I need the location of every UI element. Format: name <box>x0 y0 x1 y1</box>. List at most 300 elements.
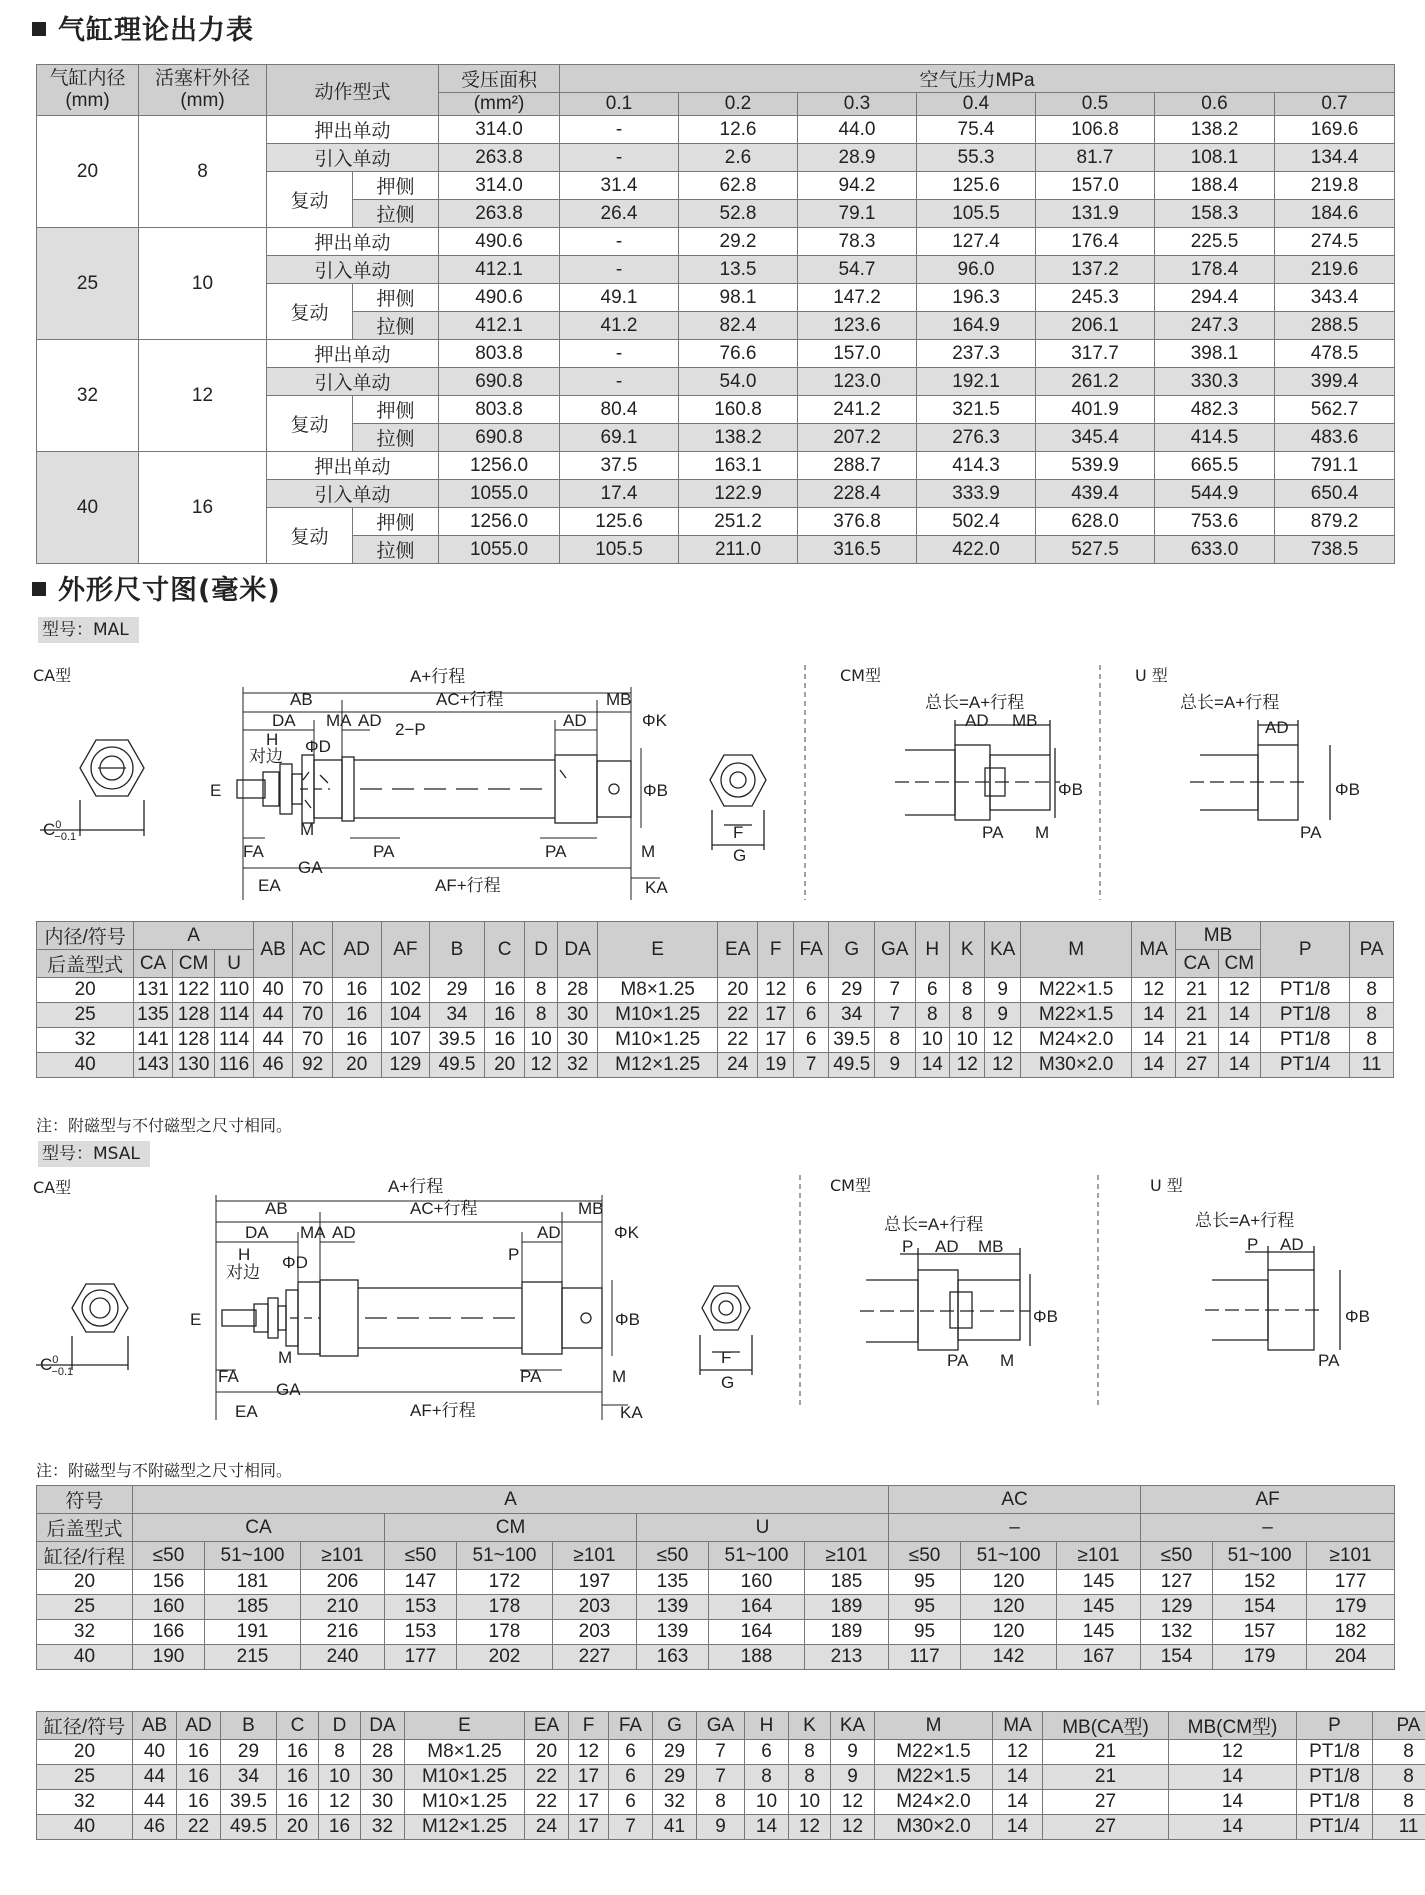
action-label: 押侧 <box>353 396 439 424</box>
mal-value: PT1/8 <box>1261 978 1350 1003</box>
force-value: 207.2 <box>798 424 917 452</box>
msal-value: 32 <box>653 1790 697 1815</box>
msal-cm-phib: ΦB <box>1033 1307 1058 1326</box>
force-value: 414.5 <box>1155 424 1275 452</box>
mal-value: 102 <box>381 978 430 1003</box>
mal-value: PT1/8 <box>1261 1003 1350 1028</box>
force-value: 94.2 <box>798 172 917 200</box>
mal-cm-m: M <box>1035 823 1050 842</box>
msal-value: 16 <box>177 1740 221 1765</box>
msal-value: 6 <box>745 1740 789 1765</box>
mal-data-row <box>37 978 1394 1003</box>
mal-value: 19 <box>758 1053 793 1078</box>
mal-value: M10×1.25 <box>598 1028 718 1053</box>
msal-u-pa: PA <box>1318 1351 1340 1370</box>
msal-dim-ka: KA <box>620 1403 643 1422</box>
header-bore: 气缸内径(mm) <box>37 65 139 116</box>
msal-value: 145 <box>1057 1570 1141 1595</box>
force-value: 562.7 <box>1275 396 1395 424</box>
msal-dim-ma: MA <box>300 1223 326 1242</box>
msal-value: 127 <box>1141 1570 1213 1595</box>
header-pressure-value: 0.2 <box>679 93 798 116</box>
header-range: 51~100 <box>205 1542 301 1570</box>
mal-u-view <box>1190 720 1330 820</box>
force-value: 251.2 <box>679 508 798 536</box>
mal-cm-mb: MB <box>1012 711 1038 730</box>
mal-dim-phid: ΦD <box>305 737 331 756</box>
header-f: F <box>758 922 793 978</box>
force-value: 206.1 <box>1036 312 1155 340</box>
msal-drawing <box>0 1170 1425 1425</box>
mal-value: 27 <box>1175 1053 1218 1078</box>
msal-value: 10 <box>789 1790 831 1815</box>
force-value: 157.0 <box>1036 172 1155 200</box>
msal-t1-data-row <box>37 1570 1395 1595</box>
msal-value: 227 <box>553 1645 637 1670</box>
mal-u-total: 总长=A+行程 <box>1180 693 1280 712</box>
mal-value: 6 <box>793 1028 828 1053</box>
msal-value: 28 <box>361 1740 405 1765</box>
msal-value: 164 <box>709 1595 805 1620</box>
msal-value: 202 <box>457 1645 553 1670</box>
msal-value: M30×2.0 <box>875 1815 993 1840</box>
header-d: D <box>525 922 557 978</box>
msal-value: 181 <box>205 1570 301 1595</box>
msal-value: 6 <box>609 1790 653 1815</box>
msal-stroke-table <box>36 1485 1395 1670</box>
mal-cm-label: CM型 <box>840 666 881 685</box>
header-mb-cm: CM <box>1218 950 1261 978</box>
msal-value: 6 <box>609 1740 653 1765</box>
force-value: 160.8 <box>679 396 798 424</box>
msal-cylinder-side-view <box>222 1280 602 1356</box>
header-pressure: 空气压力MPa <box>560 65 1395 93</box>
force-table <box>36 64 1395 564</box>
force-value: 188.4 <box>1155 172 1275 200</box>
force-value: 650.4 <box>1275 480 1395 508</box>
msal-value: 21 <box>1043 1765 1169 1790</box>
force-value: 96.0 <box>917 256 1036 284</box>
mal-value: 122 <box>172 978 215 1003</box>
msal-t1-data-row <box>37 1620 1395 1645</box>
msal-ca-label: CA型 <box>33 1178 72 1197</box>
mal-value: 143 <box>134 1053 173 1078</box>
header-m: M <box>1020 922 1131 978</box>
force-value: 690.8 <box>439 424 560 452</box>
msal-value: 7 <box>697 1740 745 1765</box>
mal-cm-view <box>895 720 1060 820</box>
mal-value: 8 <box>1350 1028 1394 1053</box>
header-col: B <box>221 1712 277 1740</box>
msal-value: PT1/8 <box>1297 1740 1373 1765</box>
force-value: 879.2 <box>1275 508 1395 536</box>
header-pressure-value: 0.1 <box>560 93 679 116</box>
header-range: ≤50 <box>385 1542 457 1570</box>
msal-value: 20 <box>37 1740 133 1765</box>
mal-dim-ad-right: AD <box>563 711 587 730</box>
mal-value: 6 <box>915 978 949 1003</box>
force-value: - <box>560 368 679 396</box>
mal-dim-2p: 2−P <box>395 720 426 739</box>
mal-value: 9 <box>985 978 1020 1003</box>
msal-value: 216 <box>301 1620 385 1645</box>
mal-cm-total: 总长=A+行程 <box>925 693 1025 712</box>
msal-value: 204 <box>1307 1645 1395 1670</box>
force-value: 439.4 <box>1036 480 1155 508</box>
msal-t2-data-row <box>37 1815 1425 1840</box>
mal-dim-ea: EA <box>258 876 281 895</box>
force-value: 196.3 <box>917 284 1036 312</box>
mal-dim-pa-right: PA <box>545 842 567 861</box>
mal-value: 10 <box>525 1028 557 1053</box>
force-value: 31.4 <box>560 172 679 200</box>
header-type: 后盖型式 <box>37 1514 133 1542</box>
header-range: ≤50 <box>889 1542 961 1570</box>
mal-value: M12×1.25 <box>598 1053 718 1078</box>
msal-value: 9 <box>831 1765 875 1790</box>
msal-dim-g: G <box>721 1373 735 1392</box>
header-col: K <box>789 1712 831 1740</box>
force-value: 108.1 <box>1155 144 1275 172</box>
mal-value: 44 <box>253 1003 293 1028</box>
mal-value: 16 <box>484 978 525 1003</box>
mal-value: 49.5 <box>829 1053 875 1078</box>
force-value: 665.5 <box>1155 452 1275 480</box>
force-value: 225.5 <box>1155 228 1275 256</box>
msal-value: 172 <box>457 1570 553 1595</box>
header-ka: KA <box>985 922 1020 978</box>
mal-dim-af-stroke: AF+行程 <box>435 876 501 895</box>
msal-value: 17 <box>569 1790 609 1815</box>
msal-t1-header-row <box>37 1514 1395 1542</box>
force-value: 527.5 <box>1036 536 1155 564</box>
header-symbol: 符号 <box>37 1486 133 1514</box>
msal-value: 120 <box>961 1595 1057 1620</box>
msal-cm-mb: MB <box>978 1237 1004 1256</box>
msal-dim-phib: ΦB <box>615 1310 640 1329</box>
header-g: G <box>829 922 875 978</box>
header-col: PA <box>1373 1712 1425 1740</box>
msal-value: 117 <box>889 1645 961 1670</box>
force-value: 211.0 <box>679 536 798 564</box>
mal-dim-ad: AD <box>358 711 382 730</box>
msal-value: 145 <box>1057 1595 1141 1620</box>
force-value: 228.4 <box>798 480 917 508</box>
header-col: C <box>277 1712 319 1740</box>
mal-value: 8 <box>875 1028 916 1053</box>
force-value: 261.2 <box>1036 368 1155 396</box>
header-action: 动作型式 <box>267 65 439 116</box>
force-value: 80.4 <box>560 396 679 424</box>
mal-value: 7 <box>875 978 916 1003</box>
msal-value: 12 <box>1169 1740 1297 1765</box>
force-value: 41.2 <box>560 312 679 340</box>
mal-value: 128 <box>172 1028 215 1053</box>
mal-data-row <box>37 1003 1394 1028</box>
mal-dim-m: M <box>300 820 315 839</box>
msal-dim-ab: AB <box>265 1199 288 1218</box>
header-range: ≥101 <box>805 1542 889 1570</box>
msal-value: 178 <box>457 1595 553 1620</box>
msal-u-total: 总长=A+行程 <box>1195 1211 1295 1230</box>
mal-value: 8 <box>949 1003 984 1028</box>
msal-value: 177 <box>385 1645 457 1670</box>
mal-value: 21 <box>1175 1003 1218 1028</box>
header-col: KA <box>831 1712 875 1740</box>
force-value: 105.5 <box>560 536 679 564</box>
mal-value: 29 <box>430 978 485 1003</box>
mal-dim-m-right: M <box>641 842 656 861</box>
mal-u-pa: PA <box>1300 823 1322 842</box>
force-value: 482.3 <box>1155 396 1275 424</box>
mal-value: 14 <box>1218 1053 1261 1078</box>
msal-dim-ad: AD <box>332 1223 356 1242</box>
force-data-row <box>37 452 1395 480</box>
force-value: 276.3 <box>917 424 1036 452</box>
msal-value: PT1/4 <box>1297 1815 1373 1840</box>
msal-value: 139 <box>637 1620 709 1645</box>
msal-dim-af-stroke: AF+行程 <box>410 1401 476 1420</box>
msal-value: 8 <box>745 1765 789 1790</box>
force-value: 343.4 <box>1275 284 1395 312</box>
msal-t2-data-row <box>37 1740 1425 1765</box>
msal-value: 9 <box>697 1815 745 1840</box>
msal-dim-h: H <box>238 1245 251 1264</box>
header-da: DA <box>557 922 598 978</box>
msal-value: M24×2.0 <box>875 1790 993 1815</box>
force-value: - <box>560 256 679 284</box>
mal-value: 46 <box>253 1053 293 1078</box>
msal-model-label: 型号：MSAL <box>38 1141 150 1167</box>
force-value: - <box>560 144 679 172</box>
mal-value: 7 <box>875 1003 916 1028</box>
msal-u-p: P <box>1247 1235 1259 1254</box>
msal-dim-duibian: 对边 <box>226 1263 260 1282</box>
msal-value: 95 <box>889 1570 961 1595</box>
mal-value: 32 <box>557 1053 598 1078</box>
force-value: 79.1 <box>798 200 917 228</box>
action-label: 押侧 <box>353 508 439 536</box>
force-value: 12.6 <box>679 116 798 144</box>
header-rod: 活塞杆外径(mm) <box>139 65 267 116</box>
msal-dim-pa: PA <box>520 1367 542 1386</box>
msal-dim-a-stroke: A+行程 <box>388 1177 444 1196</box>
mal-value: 128 <box>172 1003 215 1028</box>
msal-value: 14 <box>993 1765 1043 1790</box>
mal-value: 114 <box>215 1003 254 1028</box>
msal-value: 29 <box>221 1740 277 1765</box>
mal-dim-phib: ΦB <box>643 781 668 800</box>
msal-value: 14 <box>993 1790 1043 1815</box>
force-value: 127.4 <box>917 228 1036 256</box>
header-ca: CA <box>133 1514 385 1542</box>
msal-value: M22×1.5 <box>875 1765 993 1790</box>
msal-value: 24 <box>525 1815 569 1840</box>
msal-value: 41 <box>653 1815 697 1840</box>
rod-value: 16 <box>139 452 267 564</box>
action-label: 复动 <box>267 396 353 452</box>
msal-cm-view <box>860 1248 1030 1350</box>
mal-value: 8 <box>949 978 984 1003</box>
force-value: 131.9 <box>1036 200 1155 228</box>
force-value: 54.0 <box>679 368 798 396</box>
force-value: 245.3 <box>1036 284 1155 312</box>
mal-dim-ab: AB <box>290 690 313 709</box>
force-value: 98.1 <box>679 284 798 312</box>
mal-value: 34 <box>829 1003 875 1028</box>
header-col: 缸径/符号 <box>37 1712 133 1740</box>
mal-value: PT1/4 <box>1261 1053 1350 1078</box>
msal-dim-phik: ΦK <box>614 1223 639 1242</box>
rod-value: 8 <box>139 116 267 228</box>
msal-value: 153 <box>385 1595 457 1620</box>
mal-value: 92 <box>293 1053 333 1078</box>
msal-value: 14 <box>1169 1815 1297 1840</box>
mal-value: 141 <box>134 1028 173 1053</box>
header-ac: AC <box>889 1486 1141 1514</box>
msal-value: 17 <box>569 1815 609 1840</box>
force-value: 241.2 <box>798 396 917 424</box>
action-label: 拉侧 <box>353 312 439 340</box>
mal-value: 22 <box>717 1028 758 1053</box>
header-range: ≤50 <box>133 1542 205 1570</box>
mal-value: 70 <box>293 1003 333 1028</box>
header-type: 后盖型式 <box>37 950 134 978</box>
msal-value: 14 <box>1169 1765 1297 1790</box>
force-value: 314.0 <box>439 116 560 144</box>
msal-dim-m: M <box>278 1348 293 1367</box>
msal-dim-ea: EA <box>235 1402 258 1421</box>
force-value: 13.5 <box>679 256 798 284</box>
force-value: 69.1 <box>560 424 679 452</box>
msal-value: 163 <box>637 1645 709 1670</box>
msal-u-label: U 型 <box>1150 1176 1183 1195</box>
header-ac: AC <box>293 922 333 978</box>
force-value: 169.6 <box>1275 116 1395 144</box>
header-col: MA <box>993 1712 1043 1740</box>
force-value: 401.9 <box>1036 396 1155 424</box>
msal-value: 16 <box>277 1740 319 1765</box>
action-label: 押出单动 <box>267 116 439 144</box>
bore-value: 40 <box>37 452 139 564</box>
mal-dim-ma: MA <box>326 711 352 730</box>
force-value: 125.6 <box>917 172 1036 200</box>
force-value: 294.4 <box>1155 284 1275 312</box>
force-value: 478.5 <box>1275 340 1395 368</box>
msal-value: 145 <box>1057 1620 1141 1645</box>
msal-value: 154 <box>1141 1645 1213 1670</box>
msal-value: 210 <box>301 1595 385 1620</box>
mal-value: 12 <box>1218 978 1261 1003</box>
mal-data-row <box>37 1028 1394 1053</box>
rod-value: 12 <box>139 340 267 452</box>
msal-dim-m-right: M <box>612 1367 627 1386</box>
header-pressure-value: 0.6 <box>1155 93 1275 116</box>
mal-ca-label: CA型 <box>33 666 72 685</box>
msal-value: 29 <box>653 1765 697 1790</box>
msal-value: 164 <box>709 1620 805 1645</box>
header-range: 51~100 <box>457 1542 553 1570</box>
msal-value: 46 <box>133 1815 177 1840</box>
header-pressure-value: 0.7 <box>1275 93 1395 116</box>
force-value: 62.8 <box>679 172 798 200</box>
square-bullet-icon <box>32 582 46 596</box>
mal-dim-h: H <box>266 730 279 749</box>
msal-value: 12 <box>789 1815 831 1840</box>
force-value: 414.3 <box>917 452 1036 480</box>
header-col: MB(CA型) <box>1043 1712 1169 1740</box>
msal-value: 29 <box>653 1740 697 1765</box>
header-col: D <box>319 1712 361 1740</box>
msal-value: 10 <box>319 1765 361 1790</box>
mal-value: M24×2.0 <box>1020 1028 1131 1053</box>
header-col: FA <box>609 1712 653 1740</box>
msal-value: M8×1.25 <box>405 1740 525 1765</box>
force-value: 52.8 <box>679 200 798 228</box>
header-h: H <box>915 922 949 978</box>
mal-value: 24 <box>717 1053 758 1078</box>
mal-value: 11 <box>1350 1053 1394 1078</box>
mal-value: 14 <box>1218 1003 1261 1028</box>
msal-value: 12 <box>569 1740 609 1765</box>
msal-value: 153 <box>385 1620 457 1645</box>
header-col: G <box>653 1712 697 1740</box>
force-value: 49.1 <box>560 284 679 312</box>
mal-dim-ka: KA <box>645 878 668 897</box>
header-col: M <box>875 1712 993 1740</box>
mal-dim-e: E <box>210 781 222 800</box>
msal-t2-data-row <box>37 1790 1425 1815</box>
header-col: DA <box>361 1712 405 1740</box>
msal-value: 20 <box>277 1815 319 1840</box>
mal-value: 22 <box>717 1003 758 1028</box>
mal-dim-duibian: 对边 <box>249 747 283 766</box>
mal-value: 21 <box>1175 1028 1218 1053</box>
msal-value: 203 <box>553 1620 637 1645</box>
force-value: 28.9 <box>798 144 917 172</box>
mal-value: 29 <box>829 978 875 1003</box>
header-range: ≥101 <box>301 1542 385 1570</box>
header-col: AD <box>177 1712 221 1740</box>
mal-value: 30 <box>557 1028 598 1053</box>
action-label: 押出单动 <box>267 228 439 256</box>
mal-value: 40 <box>37 1053 134 1078</box>
msal-value: 160 <box>133 1595 205 1620</box>
msal-value: 8 <box>697 1790 745 1815</box>
action-label: 复动 <box>267 172 353 228</box>
msal-value: 49.5 <box>221 1815 277 1840</box>
msal-value: 20 <box>37 1570 133 1595</box>
mal-dim-fa: FA <box>243 842 264 861</box>
force-data-row <box>37 228 1395 256</box>
header-col: P <box>1297 1712 1373 1740</box>
action-label: 引入单动 <box>267 256 439 284</box>
mal-value: 14 <box>1132 1028 1176 1053</box>
msal-value: 179 <box>1213 1645 1307 1670</box>
header-c: C <box>484 922 525 978</box>
msal-value: PT1/8 <box>1297 1790 1373 1815</box>
force-value: 106.8 <box>1036 116 1155 144</box>
force-value: 321.5 <box>917 396 1036 424</box>
msal-value: 10 <box>745 1790 789 1815</box>
force-value: 184.6 <box>1275 200 1395 228</box>
header-k: K <box>949 922 984 978</box>
msal-value: 14 <box>993 1815 1043 1840</box>
force-value: 288.7 <box>798 452 917 480</box>
msal-value: 142 <box>961 1645 1057 1670</box>
action-label: 复动 <box>267 284 353 340</box>
header-af: AF <box>381 922 430 978</box>
